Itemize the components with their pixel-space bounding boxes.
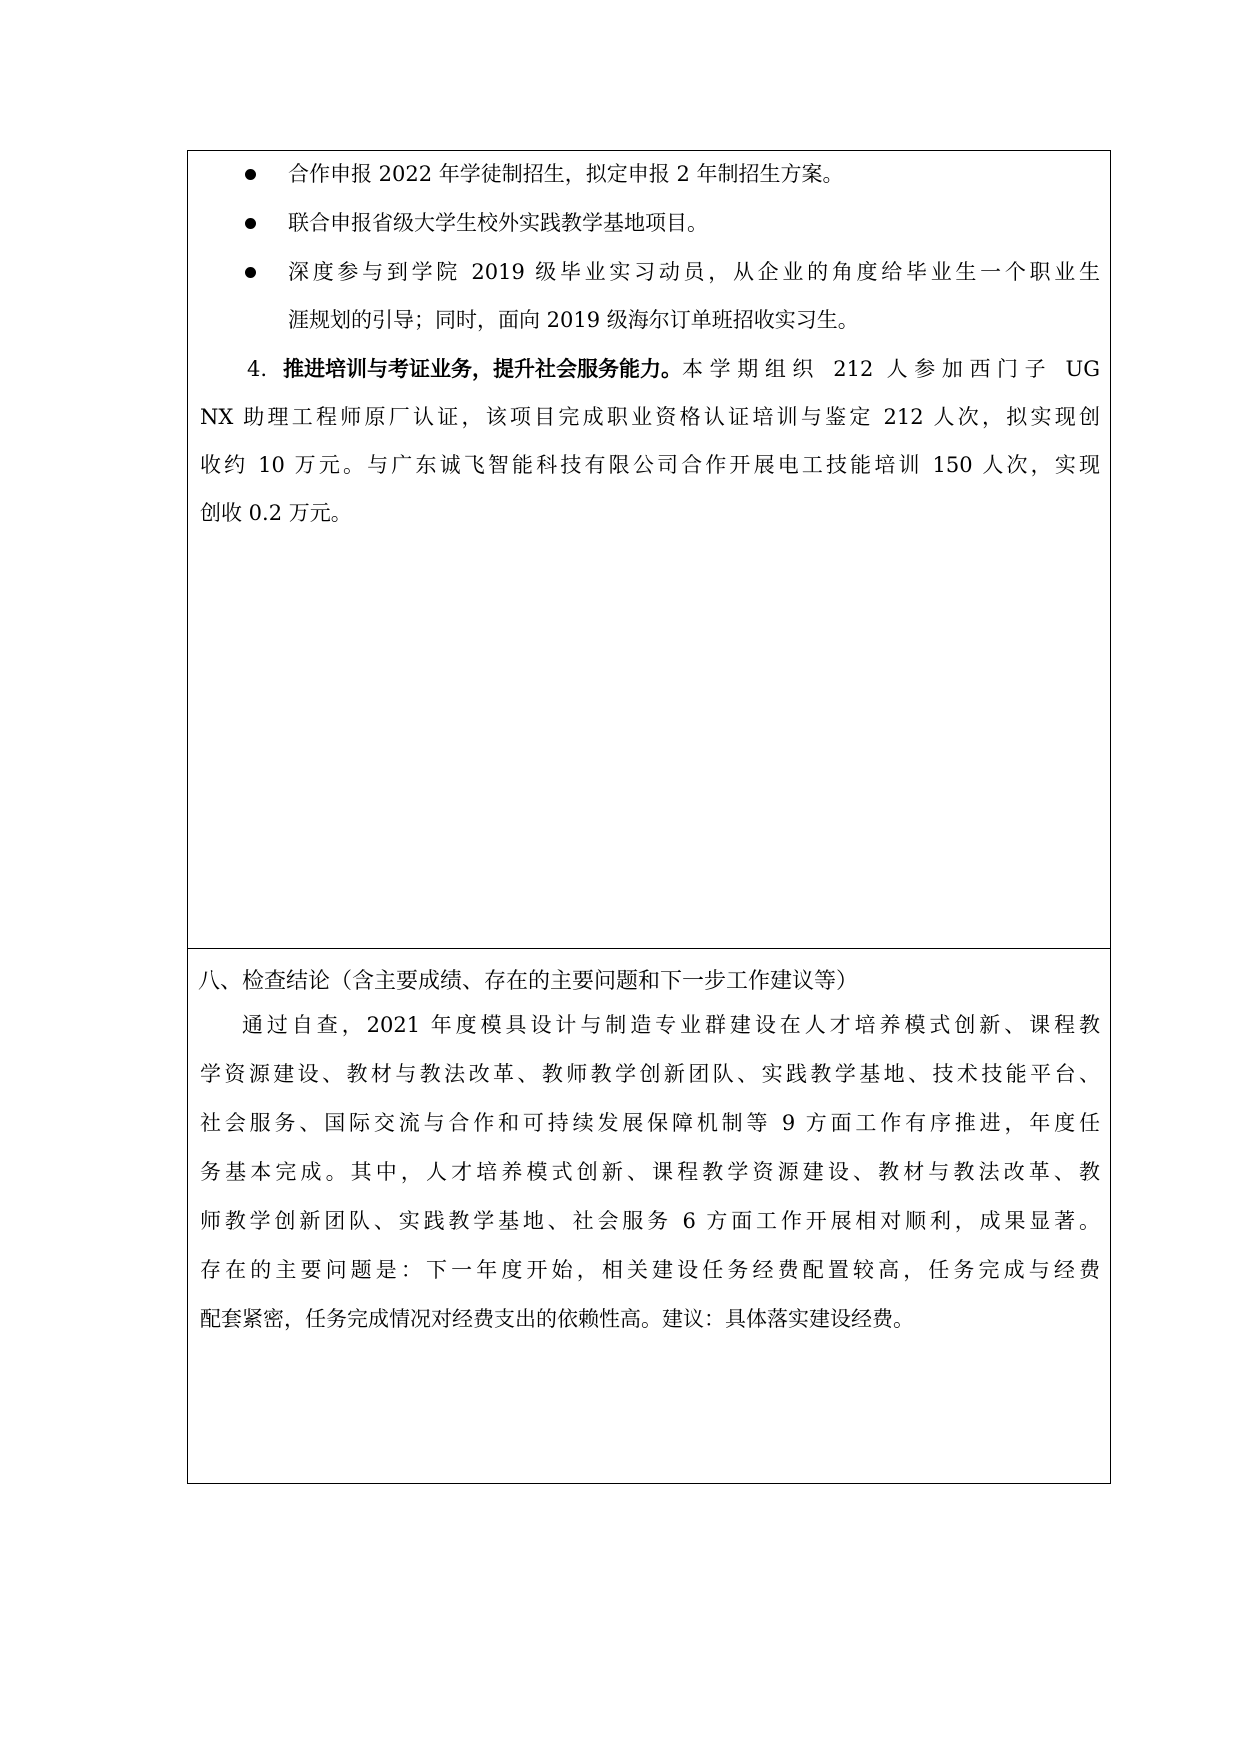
section-heading: 八、检查结论（含主要成绩、存在的主要问题和下一步工作建议等） <box>198 969 859 994</box>
conclusion-line-5: 师教学创新团队、实践教学基地、社会服务 6 方面工作开展相对顺利，成果显著。 <box>200 1209 1100 1233</box>
item-4-first-line-rest: 本学期组织 212 人参加西门子 UG <box>682 357 1100 381</box>
bullet-item-1: 合作申报 2022 年学徒制招生，拟定申报 2 年制招生方案。 <box>288 162 844 186</box>
conclusion-line-4: 务基本完成。其中，人才培养模式创新、课程教学资源建设、教材与教法改革、教 <box>200 1160 1100 1184</box>
conclusion-line-6: 存在的主要问题是：下一年度开始，相关建设任务经费配置较高，任务完成与经费 <box>200 1258 1100 1282</box>
bullet-item-3-line-1: 深度参与到学院 2019 级毕业实习动员，从企业的角度给毕业生一个职业生 <box>288 260 1100 284</box>
item-4-line-2: NX 助理工程师原厂认证，该项目完成职业资格认证培训与鉴定 212 人次，拟实现创 <box>200 405 1100 429</box>
bullet-dot-icon <box>245 169 256 180</box>
table-row-divider <box>188 948 1110 949</box>
conclusion-line-1: 通过自查，2021 年度模具设计与制造专业群建设在人才培养模式创新、课程教 <box>242 1013 1100 1037</box>
conclusion-line-3: 社会服务、国际交流与合作和可持续发展保障机制等 9 方面工作有序推进，年度任 <box>200 1111 1100 1135</box>
item-4-line-3: 收约 10 万元。与广东诚飞智能科技有限公司合作开展电工技能培训 150 人次，实现 <box>200 453 1100 477</box>
item-4-title: 推进培训与考证业务，提升社会服务能力。 <box>283 356 683 381</box>
bullet-dot-icon <box>245 218 256 229</box>
bullet-dot-icon <box>245 267 256 278</box>
bullet-item-2: 联合申报省级大学生校外实践教学基地项目。 <box>288 211 708 235</box>
conclusion-line-2: 学资源建设、教材与教法改革、教师教学创新团队、实践教学基地、技术技能平台、 <box>200 1062 1100 1086</box>
bullet-item-3-line-2: 涯规划的引导；同时，面向 2019 级海尔订单班招收实习生。 <box>288 308 859 332</box>
item-4-first-line <box>247 355 1100 383</box>
conclusion-line-7: 配套紧密，任务完成情况对经费支出的依赖性高。建议：具体落实建设经费。 <box>200 1307 914 1331</box>
item-4-number: 4. <box>247 357 268 381</box>
item-4-line-4: 创收 0.2 万元。 <box>200 501 352 525</box>
